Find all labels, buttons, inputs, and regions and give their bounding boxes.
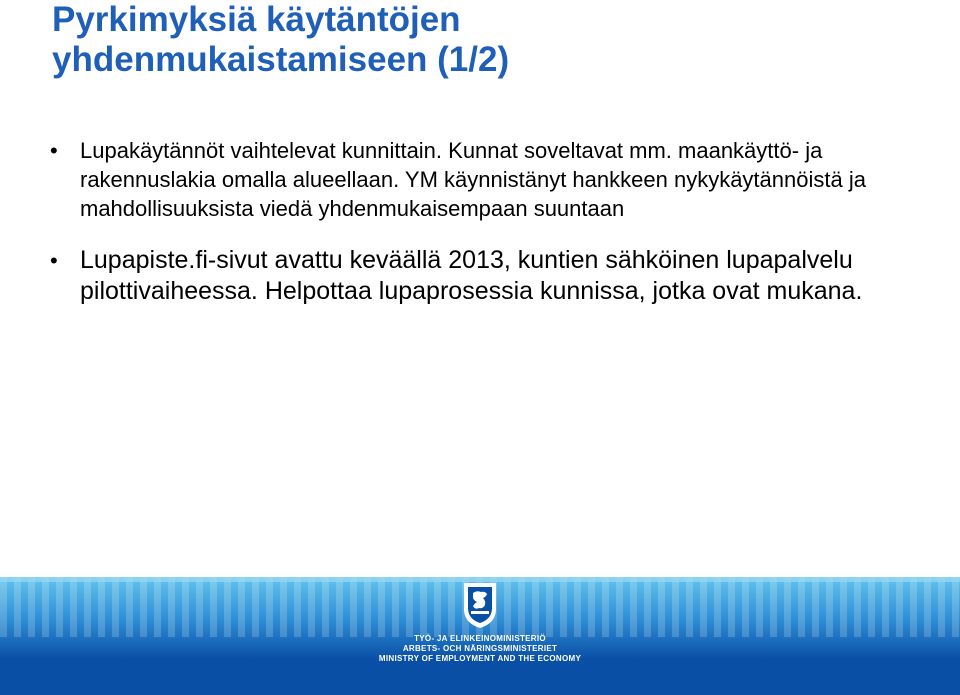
slide-title [52, 0, 932, 80]
ministry-name-en: MINISTRY OF EMPLOYMENT AND THE ECONOMY [378, 654, 582, 663]
title-line-1: Pyrkimyksiä käytäntöjen [52, 0, 461, 39]
ministry-name-fi: TYÖ- JA ELINKEINOMINISTERIÖ [414, 634, 546, 643]
ministry-name-sv: ARBETS- OCH NÄRINGSMINISTERIET [402, 644, 558, 653]
bullet-marker: • [50, 138, 58, 163]
bullet-marker: • [50, 248, 58, 273]
bullet-item [0, 136, 880, 223]
bullet-text: Lupapiste.fi-sivut avattu keväällä 2013, kuntien sähköinen lupapalvelu pilottivaiheessa. Helpottaa lupaprosessia kunnissa, jotka ovat mukana. [80, 246, 863, 305]
title-line-2: yhdenmukaistamiseen (1/2) [52, 40, 510, 79]
lion-crest-icon [461, 581, 499, 629]
ministry-footer [0, 577, 960, 695]
bullet-item [0, 245, 880, 307]
bullet-text: Lupakäytännöt vaihtelevat kunnittain. Kunnat soveltavat mm. maankäyttö- ja rakennuslakia omalla alueellaan. YM käynnistänyt hankkeen nykykäytännöistä ja mahdollisuuksista viedä yhdenmukaisempaan suuntaan [80, 138, 866, 221]
bullet-list [0, 136, 960, 307]
